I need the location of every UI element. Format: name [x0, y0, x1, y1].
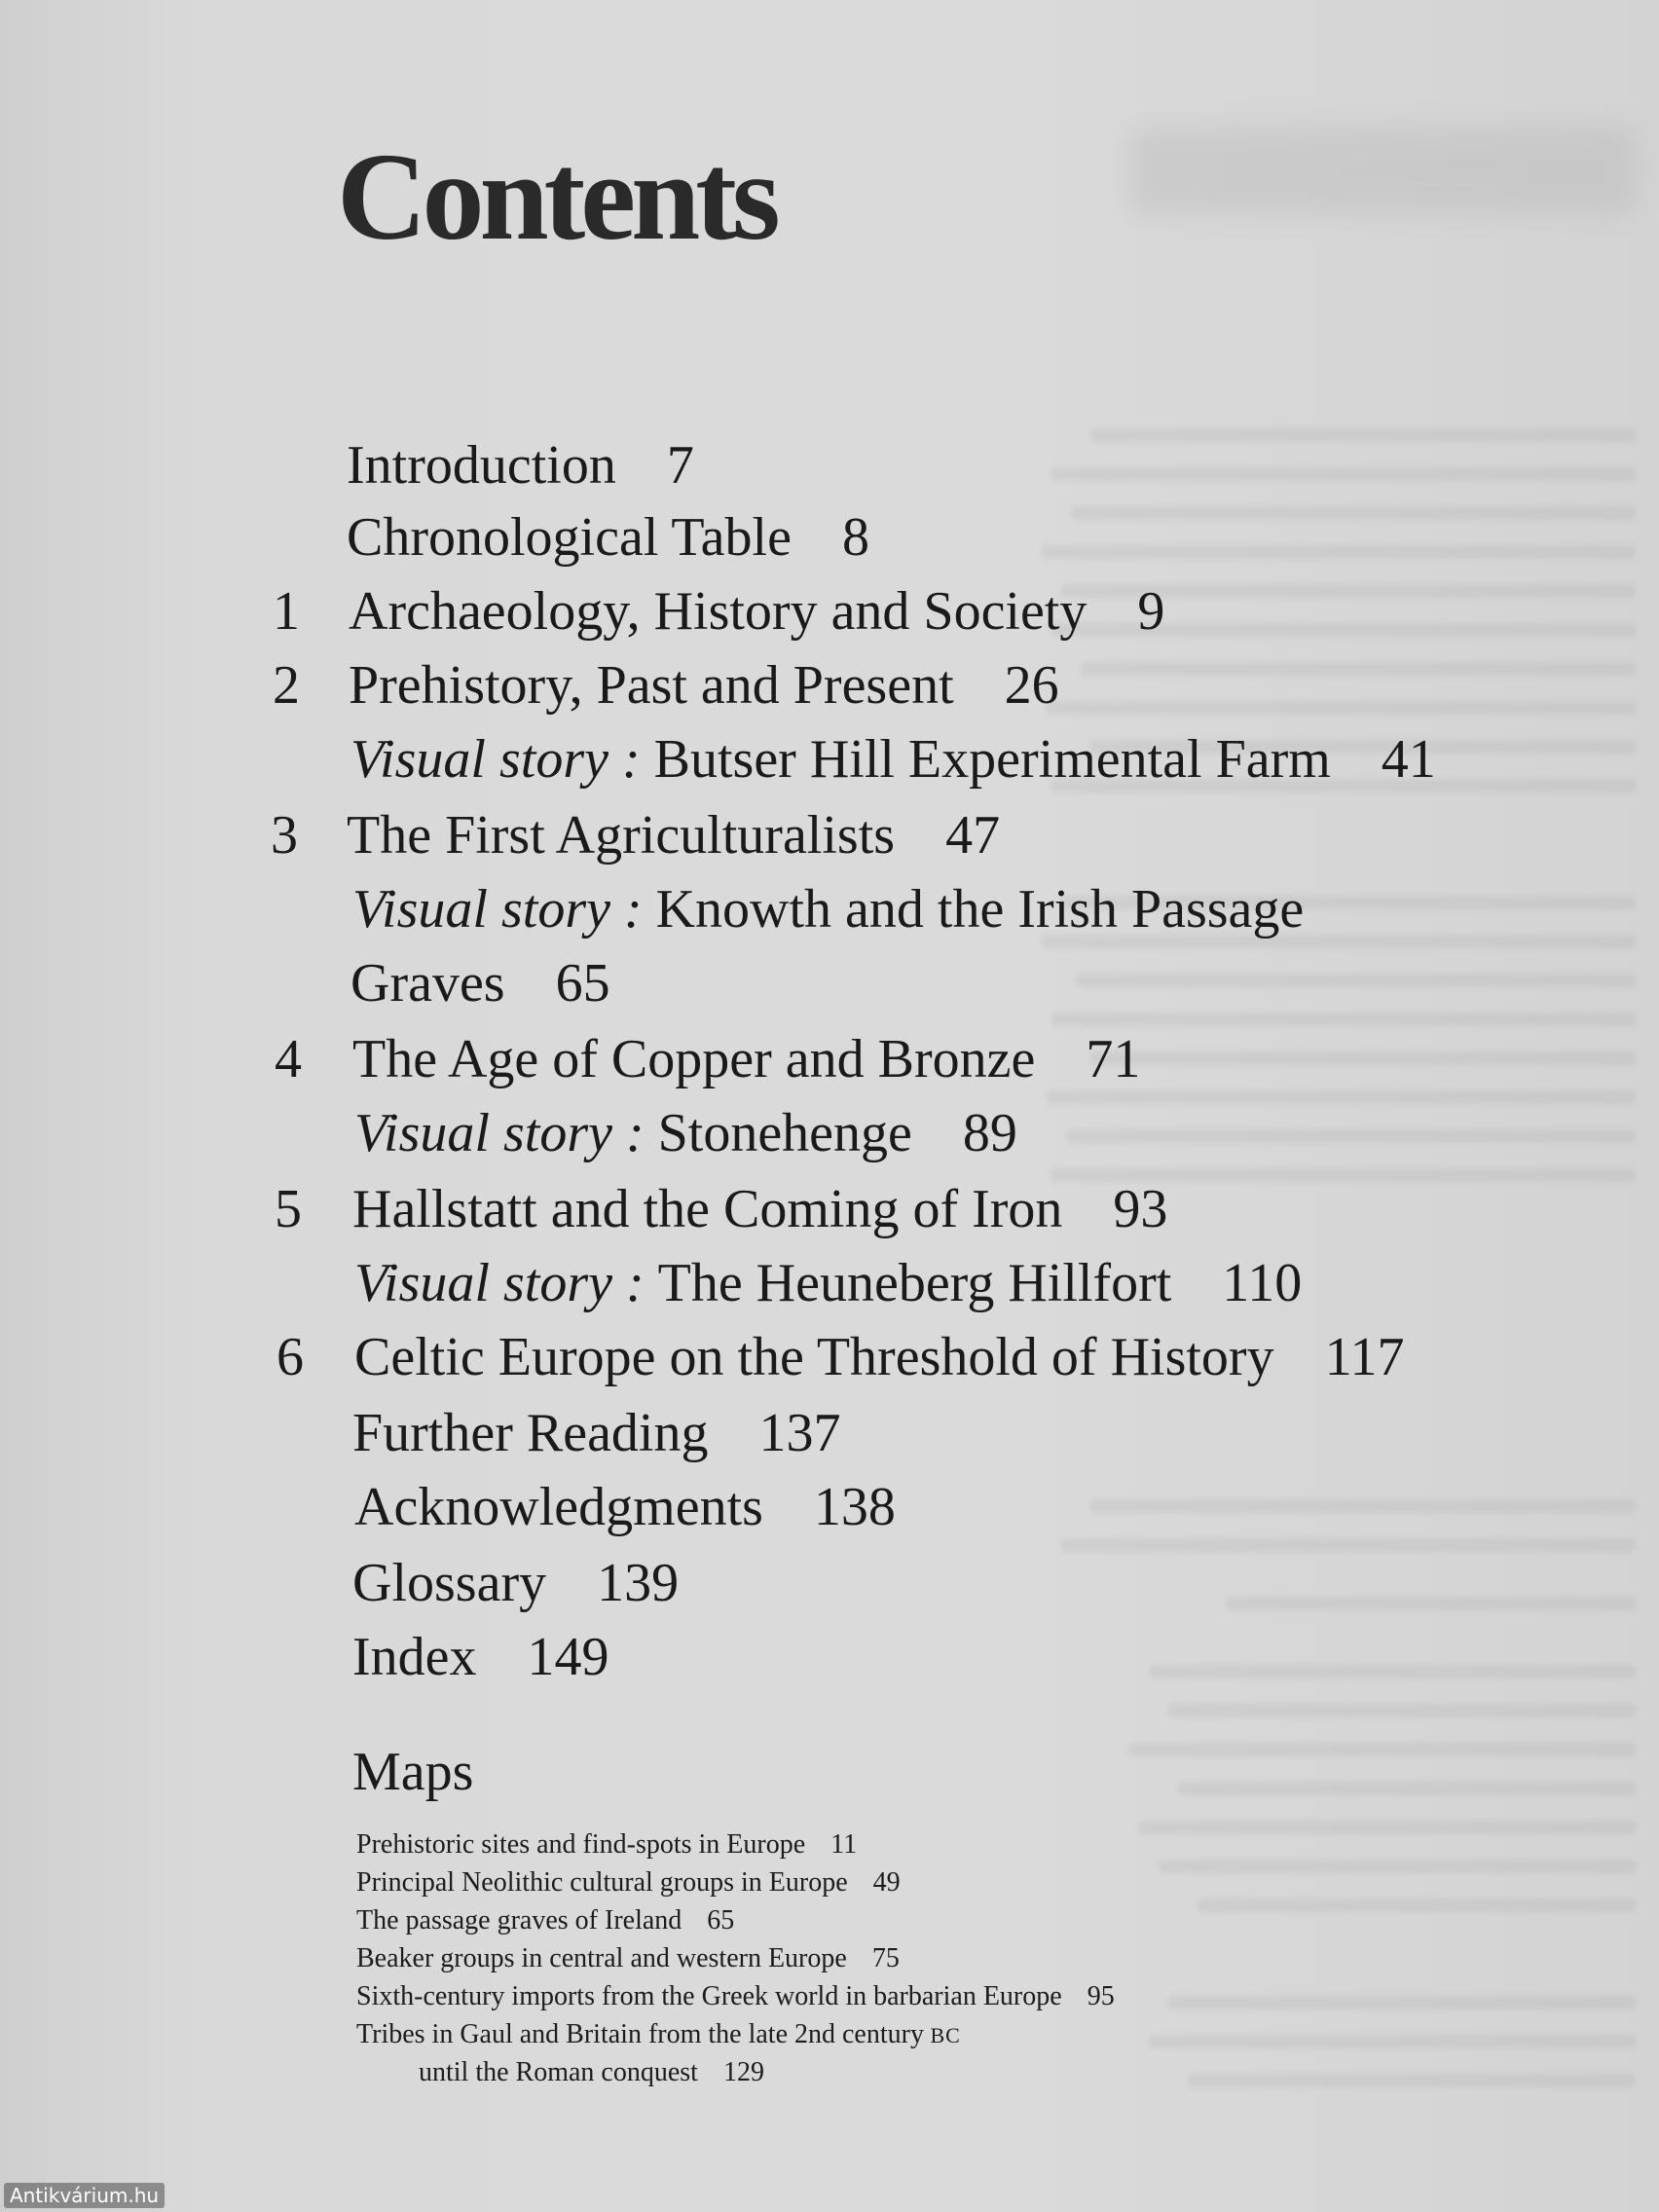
- page-number: 65: [555, 953, 610, 1014]
- page-number: 71: [1086, 1029, 1141, 1089]
- maps-heading: Maps: [352, 1742, 474, 1802]
- page-title: Contents: [337, 127, 776, 266]
- entry-text: [354, 1470, 896, 1544]
- entry-title: Graves: [350, 953, 505, 1014]
- map-list-item: [419, 2054, 764, 2091]
- map-list-item: [356, 2016, 961, 2054]
- entry-text: [352, 1172, 1167, 1246]
- map-list-item: [356, 1978, 1115, 2015]
- entry-title: Further Reading: [352, 1403, 709, 1463]
- map-list-item: [356, 1864, 901, 1901]
- visual-story-label: Visual story :: [354, 1253, 658, 1313]
- entry-text: [347, 500, 869, 574]
- map-title: Beaker groups in central and western Europe: [356, 1943, 847, 1973]
- page-number: 138: [813, 1477, 896, 1537]
- entry-text: [352, 1546, 679, 1620]
- map-page-number: 49: [872, 1867, 901, 1898]
- page-number: 139: [597, 1553, 680, 1613]
- entry-title: Prehistory, Past and Present: [349, 655, 954, 716]
- map-page-number: 95: [1087, 1981, 1115, 2011]
- chapter-number: 4: [275, 1029, 302, 1089]
- map-page-number: 75: [871, 1943, 900, 1973]
- entry-title: Archaeology, History and Society: [349, 581, 1088, 642]
- map-page-number: 129: [722, 2057, 764, 2087]
- entry-title: Index: [352, 1627, 477, 1687]
- entry-title: The First Agriculturalists: [347, 805, 896, 866]
- chapter-number: 2: [273, 655, 300, 716]
- entry-title: Chronological Table: [347, 507, 792, 568]
- entry-text: [352, 1396, 840, 1470]
- entry-text: [349, 648, 1059, 722]
- chapter-number: 6: [276, 1327, 304, 1387]
- map-page-number: 11: [830, 1829, 858, 1860]
- page-number: 89: [962, 1103, 1017, 1163]
- map-title: until the Roman conquest: [419, 2057, 698, 2087]
- page-number: 117: [1324, 1327, 1405, 1387]
- page-number: 7: [666, 435, 694, 496]
- entry-text: [349, 574, 1164, 648]
- entry-title: Glossary: [352, 1553, 547, 1613]
- entry-title: Hallstatt and the Coming of Iron: [352, 1179, 1063, 1239]
- entry-title: The Age of Copper and Bronze: [352, 1029, 1036, 1089]
- chapter-number: 3: [271, 805, 298, 866]
- entry-text: [352, 1620, 609, 1694]
- map-title: The passage graves of Ireland: [356, 1905, 682, 1936]
- page-number: 47: [945, 805, 1001, 866]
- entry-text: [354, 1320, 1404, 1394]
- entry-title: Knowth and the Irish Passage: [655, 879, 1305, 940]
- entry-text: [350, 722, 1436, 796]
- page-number: 41: [1381, 729, 1436, 790]
- entry-title: Stonehenge: [657, 1103, 912, 1163]
- map-title: Tribes in Gaul and Britain from the late 2nd century: [356, 2019, 924, 2049]
- entry-text: [350, 946, 610, 1020]
- chapter-number: 5: [275, 1179, 302, 1239]
- visual-story-label: Visual story :: [350, 729, 654, 790]
- map-title: Sixth-century imports from the Greek world in barbarian Europe: [356, 1981, 1062, 2011]
- page-number: 26: [1004, 655, 1059, 716]
- page-number: 137: [758, 1403, 841, 1463]
- map-page-number: 65: [707, 1905, 735, 1936]
- map-title: Principal Neolithic cultural groups in Europe: [356, 1867, 848, 1898]
- page-number: 149: [527, 1627, 609, 1687]
- visual-story-label: Visual story :: [352, 879, 656, 940]
- page-number: 110: [1222, 1253, 1303, 1313]
- entry-title: Butser Hill Experimental Farm: [653, 729, 1331, 790]
- entry-text: [347, 428, 694, 502]
- map-list-item: [356, 1940, 900, 1977]
- entry-text: [354, 1246, 1302, 1320]
- page-number: 93: [1113, 1179, 1168, 1239]
- entry-title: Celtic Europe on the Threshold of History: [354, 1327, 1274, 1387]
- entry-title: Introduction: [347, 435, 616, 496]
- entry-text: [352, 1022, 1140, 1096]
- visual-story-label: Visual story :: [354, 1103, 658, 1163]
- era-abbreviation: BC: [923, 2023, 961, 2047]
- map-list-item: [356, 1826, 857, 1863]
- entry-text: [347, 798, 1000, 872]
- chapter-number: 1: [273, 581, 300, 642]
- page-number: 8: [841, 507, 869, 568]
- watermark: Antikvárium.hu: [4, 2183, 165, 2208]
- page-number: 9: [1137, 581, 1165, 642]
- map-list-item: [356, 1902, 734, 1939]
- map-title: Prehistoric sites and find-spots in Europe: [356, 1829, 806, 1860]
- entry-text: [352, 872, 1304, 946]
- show-through-text: [1013, 58, 1636, 2152]
- entry-title: Acknowledgments: [354, 1477, 763, 1537]
- entry-title: The Heuneberg Hillfort: [657, 1253, 1172, 1313]
- entry-text: [354, 1096, 1017, 1170]
